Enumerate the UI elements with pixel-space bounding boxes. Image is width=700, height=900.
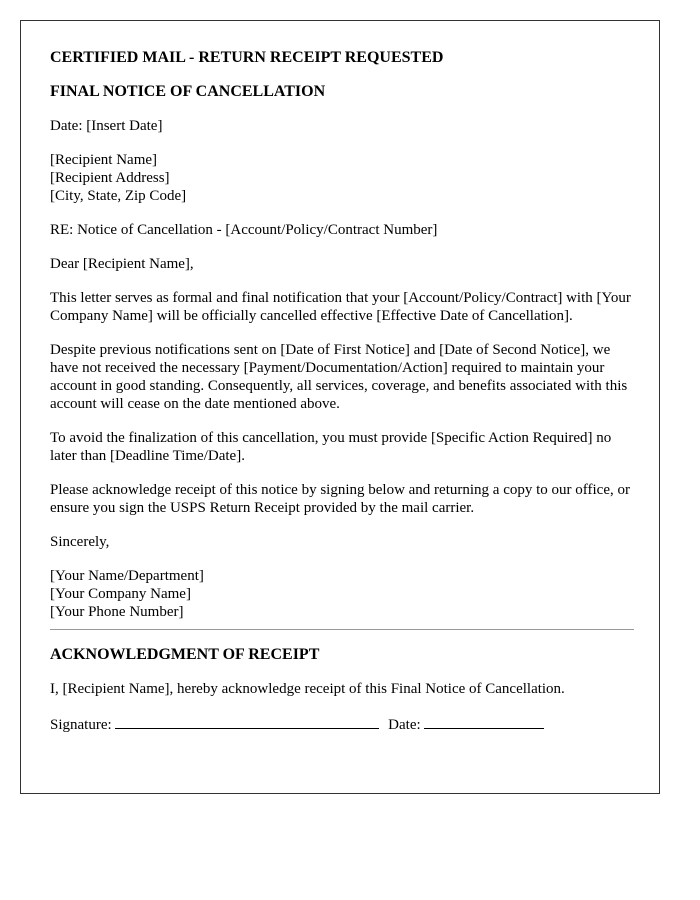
recipient-name: [Recipient Name] [50, 152, 158, 168]
sender-name: [Your Name/Department] [50, 568, 204, 584]
signature-row [50, 714, 640, 734]
body-paragraph-4: Please acknowledge receipt of this notice by signing below and returning a copy to our office, or ensure you sign the USPS Return Receipt provided by the mail carrier. [50, 482, 630, 516]
re-line: RE: Notice of Cancellation - [Account/Policy/Contract Number] [50, 222, 438, 238]
sender-company: [Your Company Name] [50, 586, 191, 602]
mail-notice-heading: CERTIFIED MAIL - RETURN RECEIPT REQUESTED [50, 49, 444, 66]
signature-label: Signature: [50, 717, 112, 733]
salutation: Dear [Recipient Name], [50, 256, 194, 272]
recipient-city: [City, State, Zip Code] [50, 188, 187, 204]
section-divider [50, 629, 634, 630]
date-signature-line[interactable] [424, 714, 544, 729]
acknowledgment-statement: I, [Recipient Name], hereby acknowledge receipt of this Final Notice of Cancellation. [50, 681, 565, 697]
recipient-address: [Recipient Address] [50, 170, 170, 186]
body-paragraph-3: To avoid the finalization of this cancellation, you must provide [Specific Action Required] no later than [Deadline Time/Date]. [50, 430, 612, 464]
signature-line[interactable] [115, 714, 379, 729]
body-paragraph-2: Despite previous notifications sent on [Date of First Notice] and [Date of Second Notice], we have not received the necessary [Payment/Documentation/Action] required to maintain your account in good standing. Consequently, all services, coverage, and benefits associated with this account will cease on the date mentioned above. [50, 342, 628, 412]
recipient-block [50, 151, 640, 205]
letter-page [20, 20, 660, 794]
letter-content [50, 49, 640, 734]
acknowledgment-title: ACKNOWLEDGMENT OF RECEIPT [50, 646, 320, 663]
sender-block [50, 567, 640, 621]
date-label: Date: [388, 717, 421, 733]
body-paragraph-1: This letter serves as formal and final notification that your [Account/Policy/Contract] with [Your Company Name] will be officially cancelled effective [Effective Date of Cancellation]. [50, 290, 631, 324]
date-line: Date: [Insert Date] [50, 118, 163, 134]
letter-title: FINAL NOTICE OF CANCELLATION [50, 83, 326, 100]
sender-phone: [Your Phone Number] [50, 604, 184, 620]
closing: Sincerely, [50, 534, 110, 550]
